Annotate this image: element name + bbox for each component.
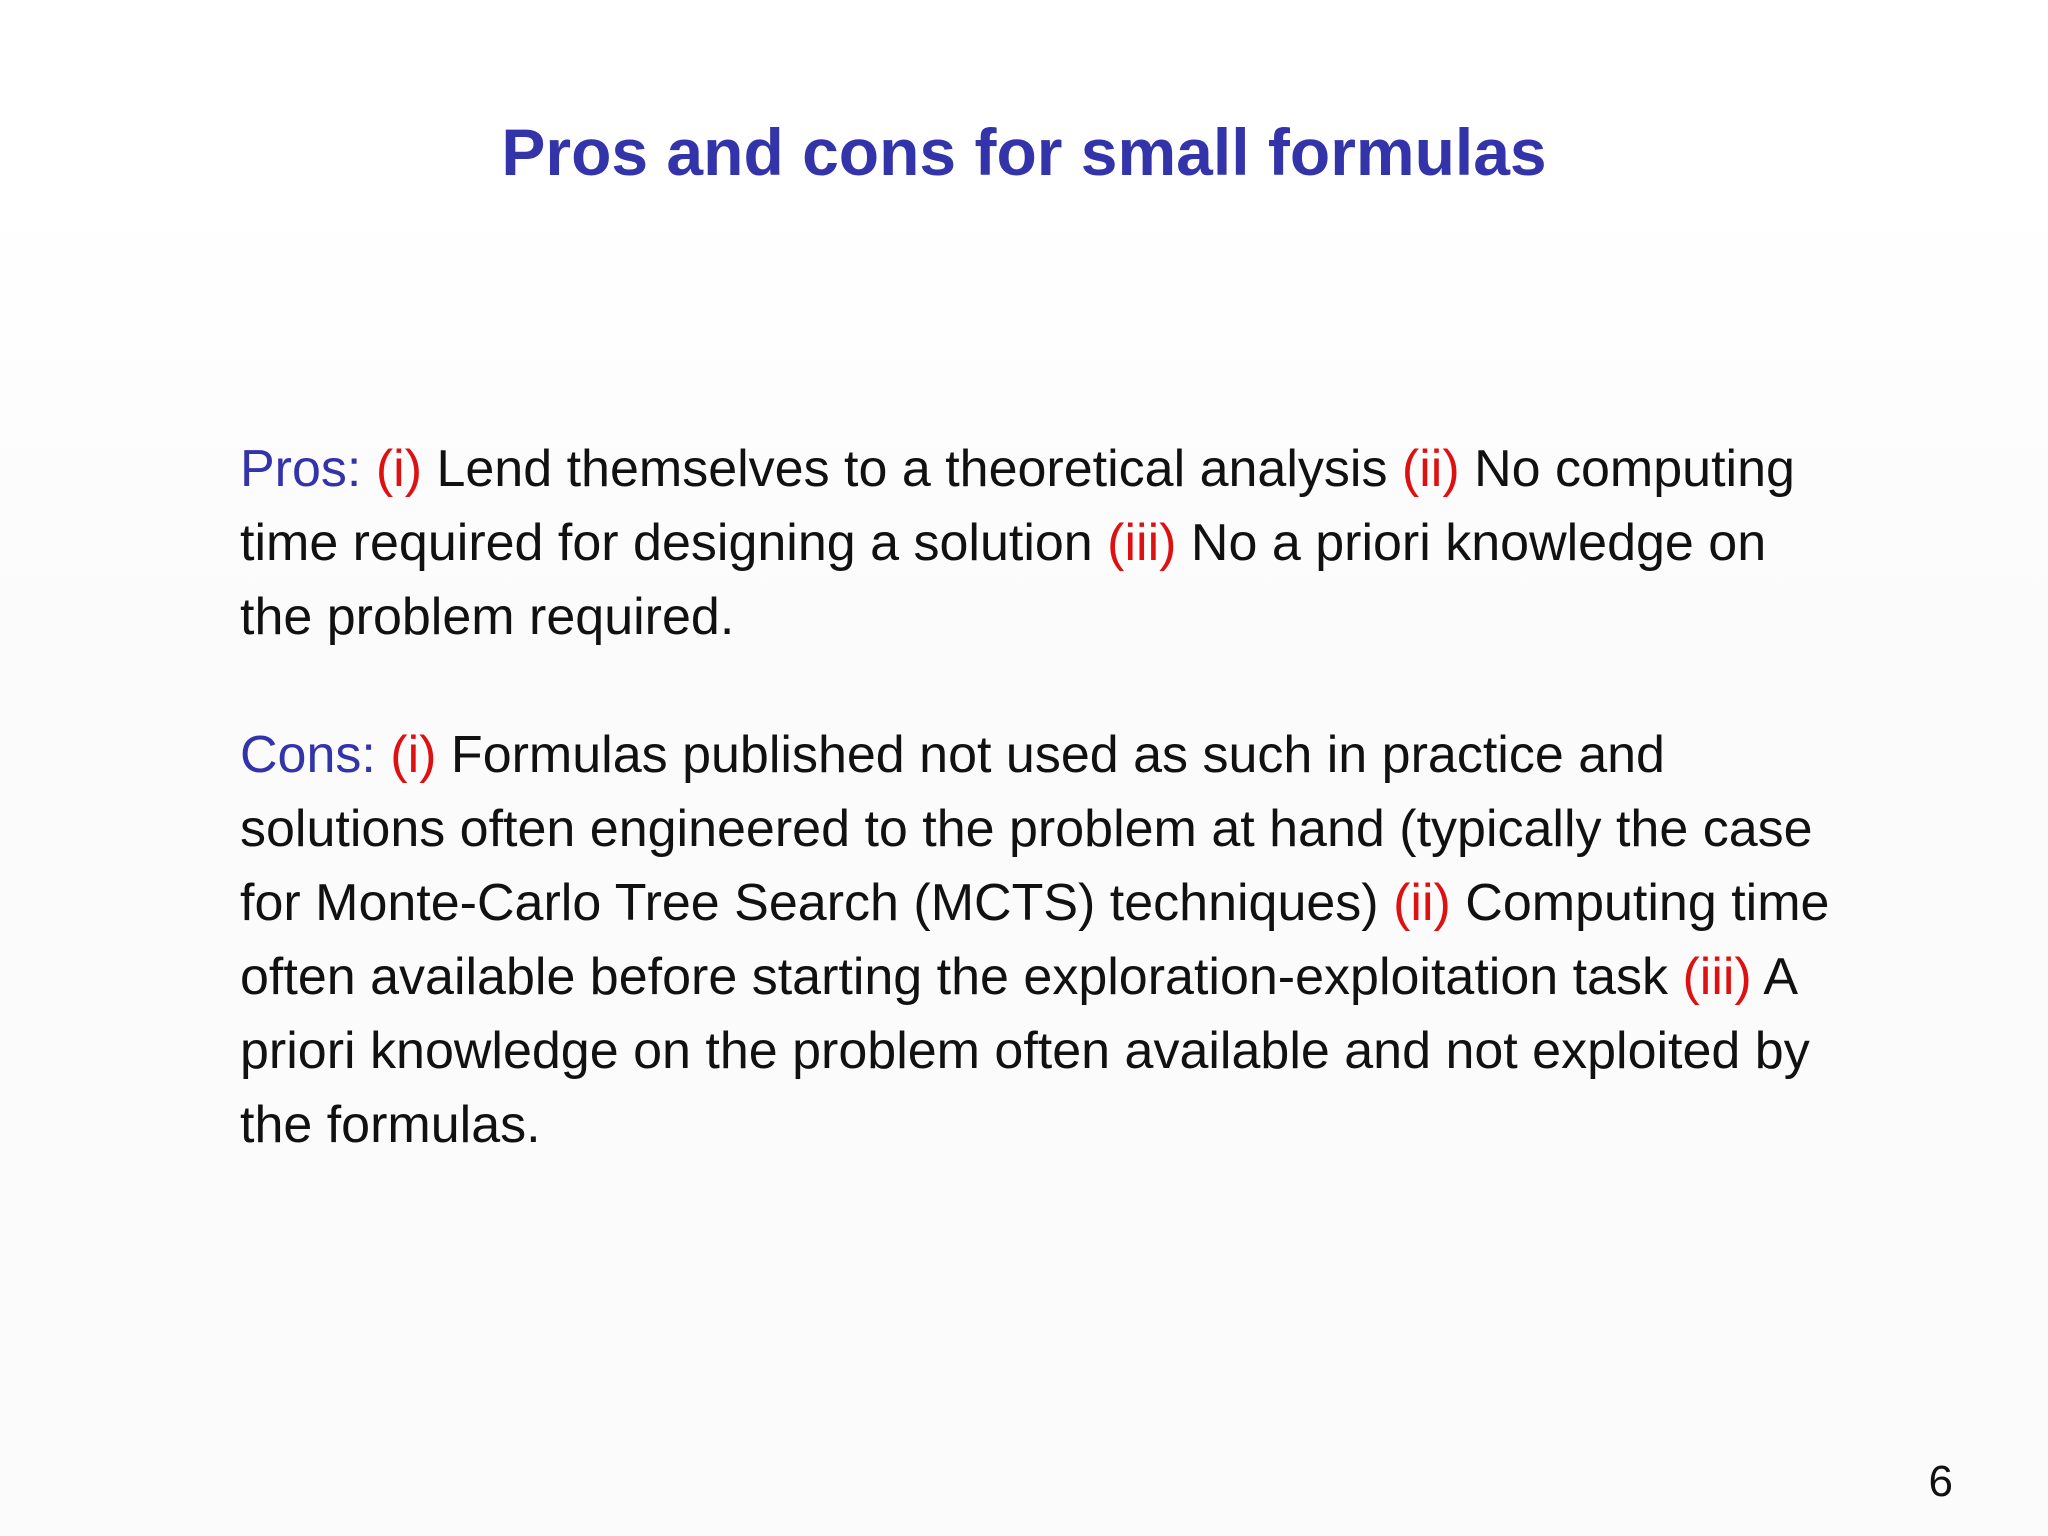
cons-paragraph (240, 718, 1840, 1162)
cons-text-ii: Computing time often available before starting the exploration-exploitation task (240, 874, 1830, 1006)
page-number: 6 (1928, 1457, 1953, 1506)
cons-text-i: Formulas published not used as such in practice and solutions often engineered to the problem at hand (typically the case for Monte-Carlo Tree Search (MCTS) techniques) (240, 726, 1813, 932)
cons-marker-iii: (iii) (1682, 948, 1752, 1006)
cons-marker-i: (i) (390, 726, 437, 784)
pros-text-iii: No a priori knowledge on the problem required. (240, 514, 1767, 646)
slide-title: Pros and cons for small formulas (501, 115, 1547, 189)
pros-marker-ii: (ii) (1401, 440, 1460, 498)
pros-paragraph (240, 432, 1840, 654)
pros-text-ii: No computing time required for designing a solution (240, 440, 1795, 572)
pros-text-i: Lend themselves to a theoretical analysis (422, 440, 1402, 498)
pros-marker-iii: (iii) (1107, 514, 1177, 572)
pros-marker-i: (i) (375, 440, 423, 498)
cons-marker-ii: (ii) (1393, 874, 1451, 932)
pros-label: Pros: (240, 440, 362, 498)
cons-text-iii: A priori knowledge on the problem often available and not exploited by the formulas. (240, 948, 1810, 1154)
cons-label: Cons: (240, 726, 376, 784)
